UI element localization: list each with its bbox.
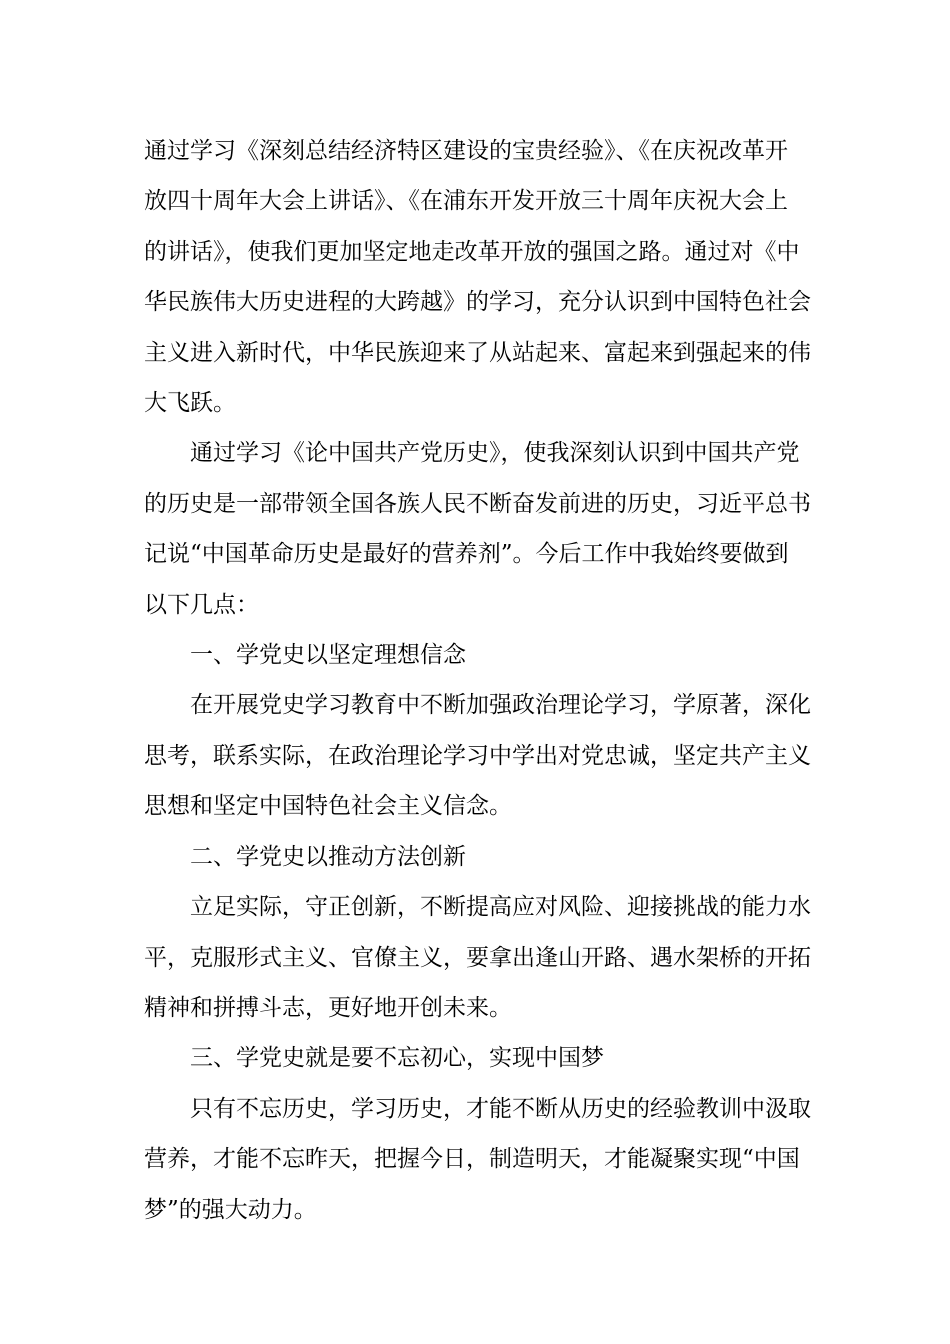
paragraph-2 xyxy=(144,428,809,630)
text-line: 放四十周年大会上讲话》、《在浦东开发开放三十周年庆祝大会上 xyxy=(144,188,788,215)
text-line: 精神和拼搏斗志，更好地开创未来。 xyxy=(144,994,512,1021)
text-line: 营养，才能不忘昨天，把握今日，制造明天，才能凝聚实现“中国 xyxy=(144,1146,800,1173)
text-line: 以下几点： xyxy=(144,591,259,618)
section-heading-3 xyxy=(144,1033,809,1083)
text-line: 平，克服形式主义、官僚主义，要拿出逢山开路、遇水架桥的开拓 xyxy=(144,944,811,971)
text-line: 的讲话》，使我们更加坚定地走改革开放的强国之路。通过对《中 xyxy=(144,238,800,265)
text-line: 大飞跃。 xyxy=(144,390,236,417)
text-line: 思想和坚定中国特色社会主义信念。 xyxy=(144,793,512,820)
text-line: 三、学党史就是要不忘初心，实现中国梦 xyxy=(190,1045,604,1072)
paragraph-5 xyxy=(144,1084,809,1235)
text-line: 二、学党史以推动方法创新 xyxy=(190,843,466,870)
section-heading-1 xyxy=(144,630,809,680)
paragraph-1 xyxy=(144,126,809,428)
text-line: 主义进入新时代，中华民族迎来了从站起来、富起来到强起来的伟 xyxy=(144,339,811,366)
text-line: 只有不忘历史，学习历史，才能不断从历史的经验教训中汲取 xyxy=(190,1095,811,1122)
text-line: 华民族伟大历史进程的大跨越》的学习，充分认识到中国特色社会 xyxy=(144,289,811,316)
document-body xyxy=(144,126,809,1235)
text-line: 立足实际，守正创新，不断提高应对风险、迎接挑战的能力水 xyxy=(190,894,811,921)
paragraph-4 xyxy=(144,882,809,1033)
paragraph-3 xyxy=(144,680,809,831)
text-line: 在开展党史学习教育中不断加强政治理论学习，学原著，深化 xyxy=(190,692,811,719)
text-line: 通过学习《深刻总结经济特区建设的宝贵经验》、《在庆祝改革开 xyxy=(144,138,788,164)
text-line: 记说“中国革命历史是最好的营养剂”。今后工作中我始终要做到 xyxy=(144,541,789,568)
section-heading-2 xyxy=(144,832,809,882)
text-line: 梦”的强大动力。 xyxy=(144,1196,317,1223)
text-line: 的历史是一部带领全国各族人民不断奋发前进的历史，习近平总书 xyxy=(144,490,811,517)
text-line: 一、学党史以坚定理想信念 xyxy=(190,642,466,669)
text-line: 思考，联系实际，在政治理论学习中学出对党忠诚，坚定共产主义 xyxy=(144,742,811,769)
text-line: 通过学习《论中国共产党历史》，使我深刻认识到中国共产党 xyxy=(190,440,800,467)
